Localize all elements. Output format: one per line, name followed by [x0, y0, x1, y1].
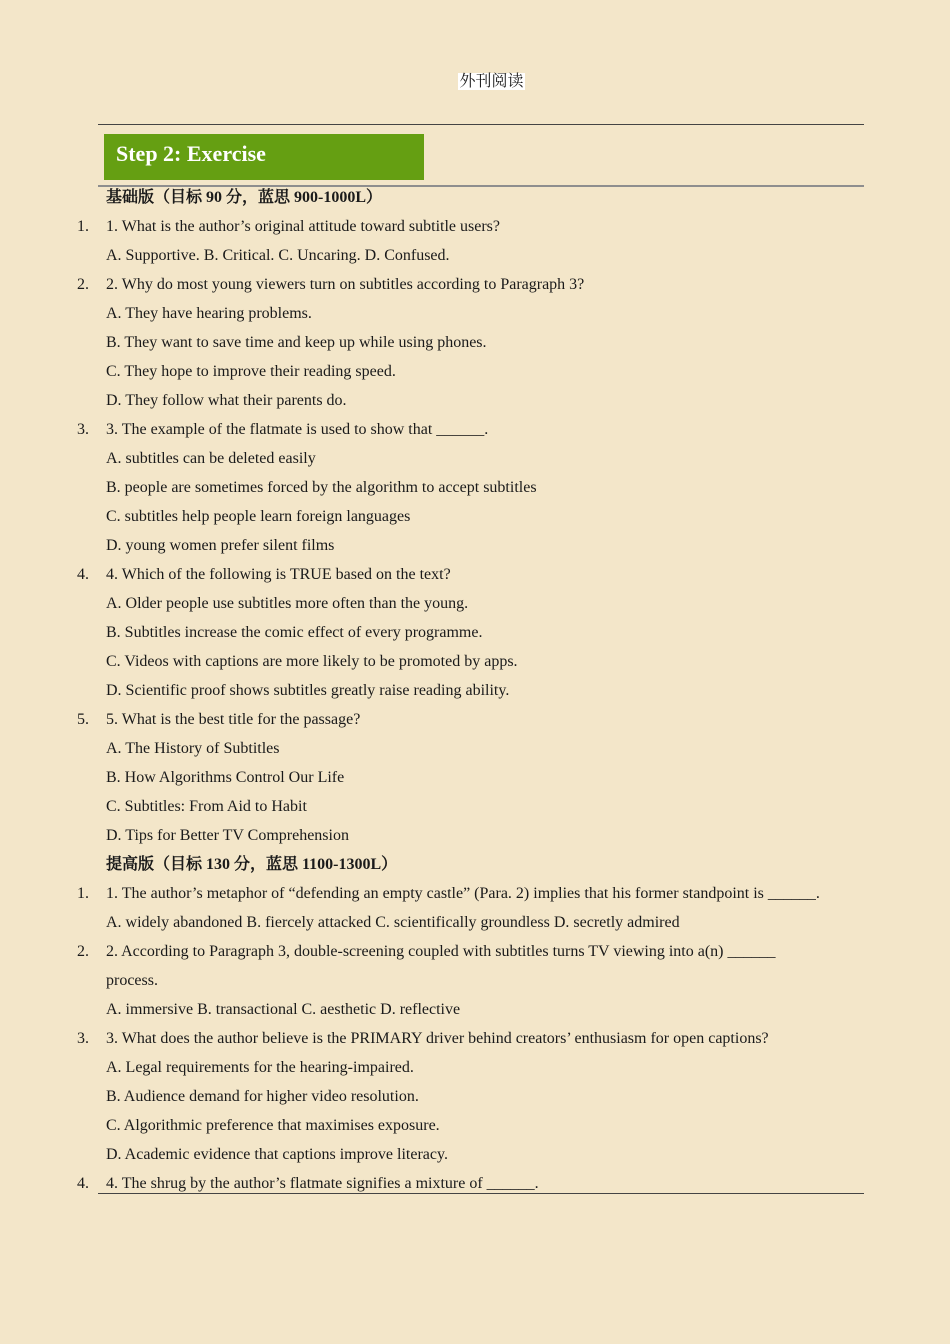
question-stem	[0, 1024, 950, 1053]
question-stem-text: 3. What does the author believe is the PRIMARY driver behind creators’ enthusiasm for open captions?	[106, 1030, 769, 1047]
question-stem	[0, 270, 950, 299]
answer-option	[0, 502, 950, 531]
question-stem-text: 4. Which of the following is TRUE based on the text?	[106, 566, 451, 583]
header-title-text: 外刊阅读	[459, 73, 524, 90]
header-rule	[98, 124, 864, 125]
answer-option	[0, 328, 950, 357]
question-stem-text: 2. Why do most young viewers turn on subtitles according to Paragraph 3?	[106, 276, 585, 293]
header-title	[0, 68, 950, 91]
answer-option-text: C. Algorithmic preference that maximises exposure.	[106, 1117, 440, 1134]
step-title: Step 2: Exercise	[104, 134, 424, 180]
answer-option	[0, 386, 950, 415]
answer-option	[0, 1053, 950, 1082]
answer-option-text: A. The History of Subtitles	[106, 740, 280, 757]
answer-option-text: A. Older people use subtitles more often than the young.	[106, 595, 469, 612]
question-stem-text: process.	[106, 972, 158, 989]
answer-option-text: A. Supportive. B. Critical. C. Uncaring. D. Confused.	[106, 247, 450, 264]
answer-option-text: C. subtitles help people learn foreign languages	[106, 508, 411, 525]
answer-option	[0, 299, 950, 328]
answer-option-text: A. immersive B. transactional C. aesthetic D. reflective	[106, 1001, 461, 1018]
question-stem-text: 1. The author’s metaphor of “defending an empty castle” (Para. 2) implies that his former standpoint is ______.	[106, 885, 820, 902]
question-number: 1.	[77, 218, 89, 235]
question-number: 3.	[77, 421, 89, 438]
answer-option	[0, 473, 950, 502]
footer-rule	[98, 1193, 864, 1194]
answer-option	[0, 676, 950, 705]
question-number: 5.	[77, 711, 89, 728]
level-heading	[0, 183, 950, 212]
answer-option-text: C. Videos with captions are more likely to be promoted by apps.	[106, 653, 518, 670]
answer-option	[0, 647, 950, 676]
question-number: 1.	[77, 885, 89, 902]
answer-option-text: D. Scientific proof shows subtitles greatly raise reading ability.	[106, 682, 510, 699]
level-heading-text: 提高版（目标 130 分，蓝思 1100-1300L）	[106, 856, 398, 873]
question-number: 4.	[77, 566, 89, 583]
answer-option	[0, 589, 950, 618]
answer-option	[0, 531, 950, 560]
question-stem-text: 3. The example of the flatmate is used to show that ______.	[106, 421, 489, 438]
answer-option	[0, 792, 950, 821]
question-number: 2.	[77, 943, 89, 960]
answer-option-text: A. subtitles can be deleted easily	[106, 450, 316, 467]
answer-option	[0, 1111, 950, 1140]
answer-option-text: B. They want to save time and keep up while using phones.	[106, 334, 487, 351]
question-stem	[0, 415, 950, 444]
answer-option	[0, 241, 950, 270]
question-stem	[0, 937, 950, 966]
question-stem	[0, 212, 950, 241]
answer-option	[0, 995, 950, 1024]
question-stem	[0, 879, 950, 908]
answer-option	[0, 734, 950, 763]
question-number: 2.	[77, 276, 89, 293]
level-heading	[0, 850, 950, 879]
answer-option-text: D. young women prefer silent films	[106, 537, 335, 554]
answer-option-text: A. widely abandoned B. fiercely attacked C. scientifically groundless D. secretly admired	[106, 914, 680, 931]
answer-option-text: D. Academic evidence that captions improve literacy.	[106, 1146, 448, 1163]
answer-option-text: A. Legal requirements for the hearing-impaired.	[106, 1059, 414, 1076]
answer-option-text: B. Audience demand for higher video resolution.	[106, 1088, 419, 1105]
answer-option	[0, 1140, 950, 1169]
answer-option	[0, 357, 950, 386]
answer-option-text: A. They have hearing problems.	[106, 305, 312, 322]
question-stem-text: 2. According to Paragraph 3, double-screening coupled with subtitles turns TV viewing into a(n) ______	[106, 943, 776, 960]
answer-option-text: C. Subtitles: From Aid to Habit	[106, 798, 307, 815]
answer-option-text: D. Tips for Better TV Comprehension	[106, 827, 349, 844]
level-heading-text: 基础版（目标 90 分，蓝思 900-1000L）	[106, 189, 383, 206]
answer-option-text: D. They follow what their parents do.	[106, 392, 347, 409]
answer-option	[0, 763, 950, 792]
answer-option-text: B. How Algorithms Control Our Life	[106, 769, 345, 786]
question-stem-text: 4. The shrug by the author’s flatmate signifies a mixture of ______.	[106, 1175, 539, 1192]
answer-option	[0, 821, 950, 850]
question-number: 3.	[77, 1030, 89, 1047]
question-number: 4.	[77, 1175, 89, 1192]
question-stem	[0, 560, 950, 589]
question-stem	[0, 705, 950, 734]
answer-option-text: B. people are sometimes forced by the algorithm to accept subtitles	[106, 479, 537, 496]
answer-option	[0, 1082, 950, 1111]
answer-option	[0, 618, 950, 647]
exercise-content	[0, 183, 950, 1198]
question-stem-text: 5. What is the best title for the passage?	[106, 711, 361, 728]
answer-option	[0, 444, 950, 473]
answer-option	[0, 908, 950, 937]
answer-option-text: C. They hope to improve their reading speed.	[106, 363, 396, 380]
question-stem-text: 1. What is the author’s original attitude toward subtitle users?	[106, 218, 500, 235]
answer-option-text: B. Subtitles increase the comic effect of every programme.	[106, 624, 483, 641]
question-stem	[0, 966, 950, 995]
